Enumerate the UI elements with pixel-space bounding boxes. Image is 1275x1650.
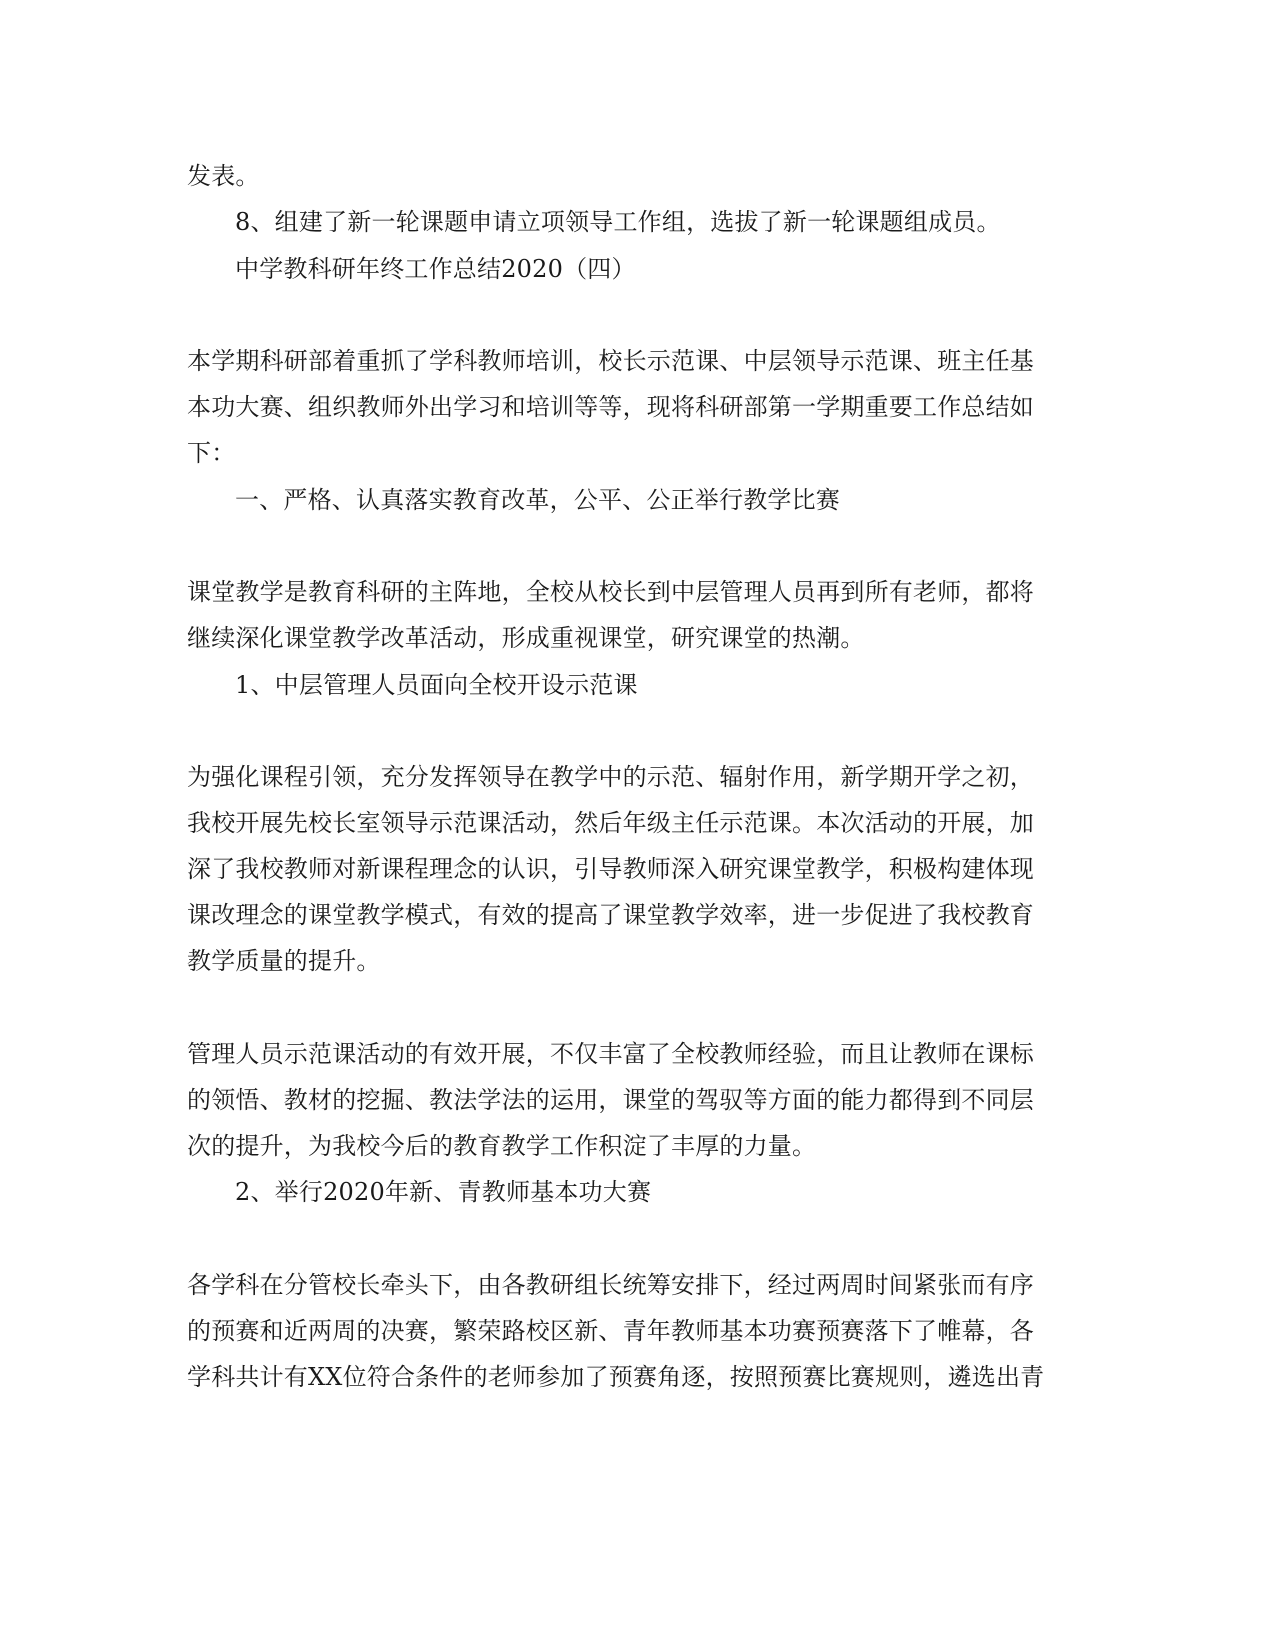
text-line: 课堂教学是教育科研的主阵地，全校从校长到中层管理人员再到所有老师，都将 xyxy=(187,578,1034,606)
text-line: 本学期科研部着重抓了学科教师培训，校长示范课、中层领导示范课、班主任基 xyxy=(187,347,1034,375)
text-line: 次的提升，为我校今后的教育教学工作积淀了丰厚的力量。 xyxy=(187,1132,817,1160)
heading-one: 一、严格、认真落实教育改革，公平、公正举行教学比赛 xyxy=(235,486,840,514)
subheading-2: 2、举行2020年新、青教师基本功大赛 xyxy=(235,1178,652,1206)
text-line: 为强化课程引领，充分发挥领导在教学中的示范、辐射作用，新学期开学之初， xyxy=(187,763,1034,791)
text-line: 课改理念的课堂教学模式，有效的提高了课堂教学效率，进一步促进了我校教育 xyxy=(187,901,1034,929)
subheading-1: 1、中层管理人员面向全校开设示范课 xyxy=(235,671,638,699)
list-item-8: 8、组建了新一轮课题申请立项领导工作组，选拔了新一轮课题组成员。 xyxy=(235,208,1001,236)
text-line: 深了我校教师对新课程理念的认识，引导教师深入研究课堂教学，积极构建体现 xyxy=(187,855,1034,883)
section-title: 中学教科研年终工作总结2020（四） xyxy=(235,255,636,283)
text-line: 的领悟、教材的挖掘、教法学法的运用，课堂的驾驭等方面的能力都得到不同层 xyxy=(187,1086,1034,1114)
text-line: 继续深化课堂教学改革活动，形成重视课堂，研究课堂的热潮。 xyxy=(187,624,865,652)
text-line: 教学质量的提升。 xyxy=(187,947,381,975)
text-line: 学科共计有XX位符合条件的老师参加了预赛角逐，按照预赛比赛规则，遴选出青 xyxy=(187,1363,1045,1391)
text-line: 各学科在分管校长牵头下，由各教研组长统筹安排下，经过两周时间紧张而有序 xyxy=(187,1271,1034,1299)
text-line: 我校开展先校长室领导示范课活动，然后年级主任示范课。本次活动的开展，加 xyxy=(187,809,1034,837)
text-line: 管理人员示范课活动的有效开展，不仅丰富了全校教师经验，而且让教师在课标 xyxy=(187,1040,1034,1068)
text-line: 发表。 xyxy=(187,162,260,190)
text-line: 下： xyxy=(187,439,236,467)
text-line: 的预赛和近两周的决赛，繁荣路校区新、青年教师基本功赛预赛落下了帷幕，各 xyxy=(187,1317,1034,1345)
text-line: 本功大赛、组织教师外出学习和培训等等，现将科研部第一学期重要工作总结如 xyxy=(187,393,1034,421)
